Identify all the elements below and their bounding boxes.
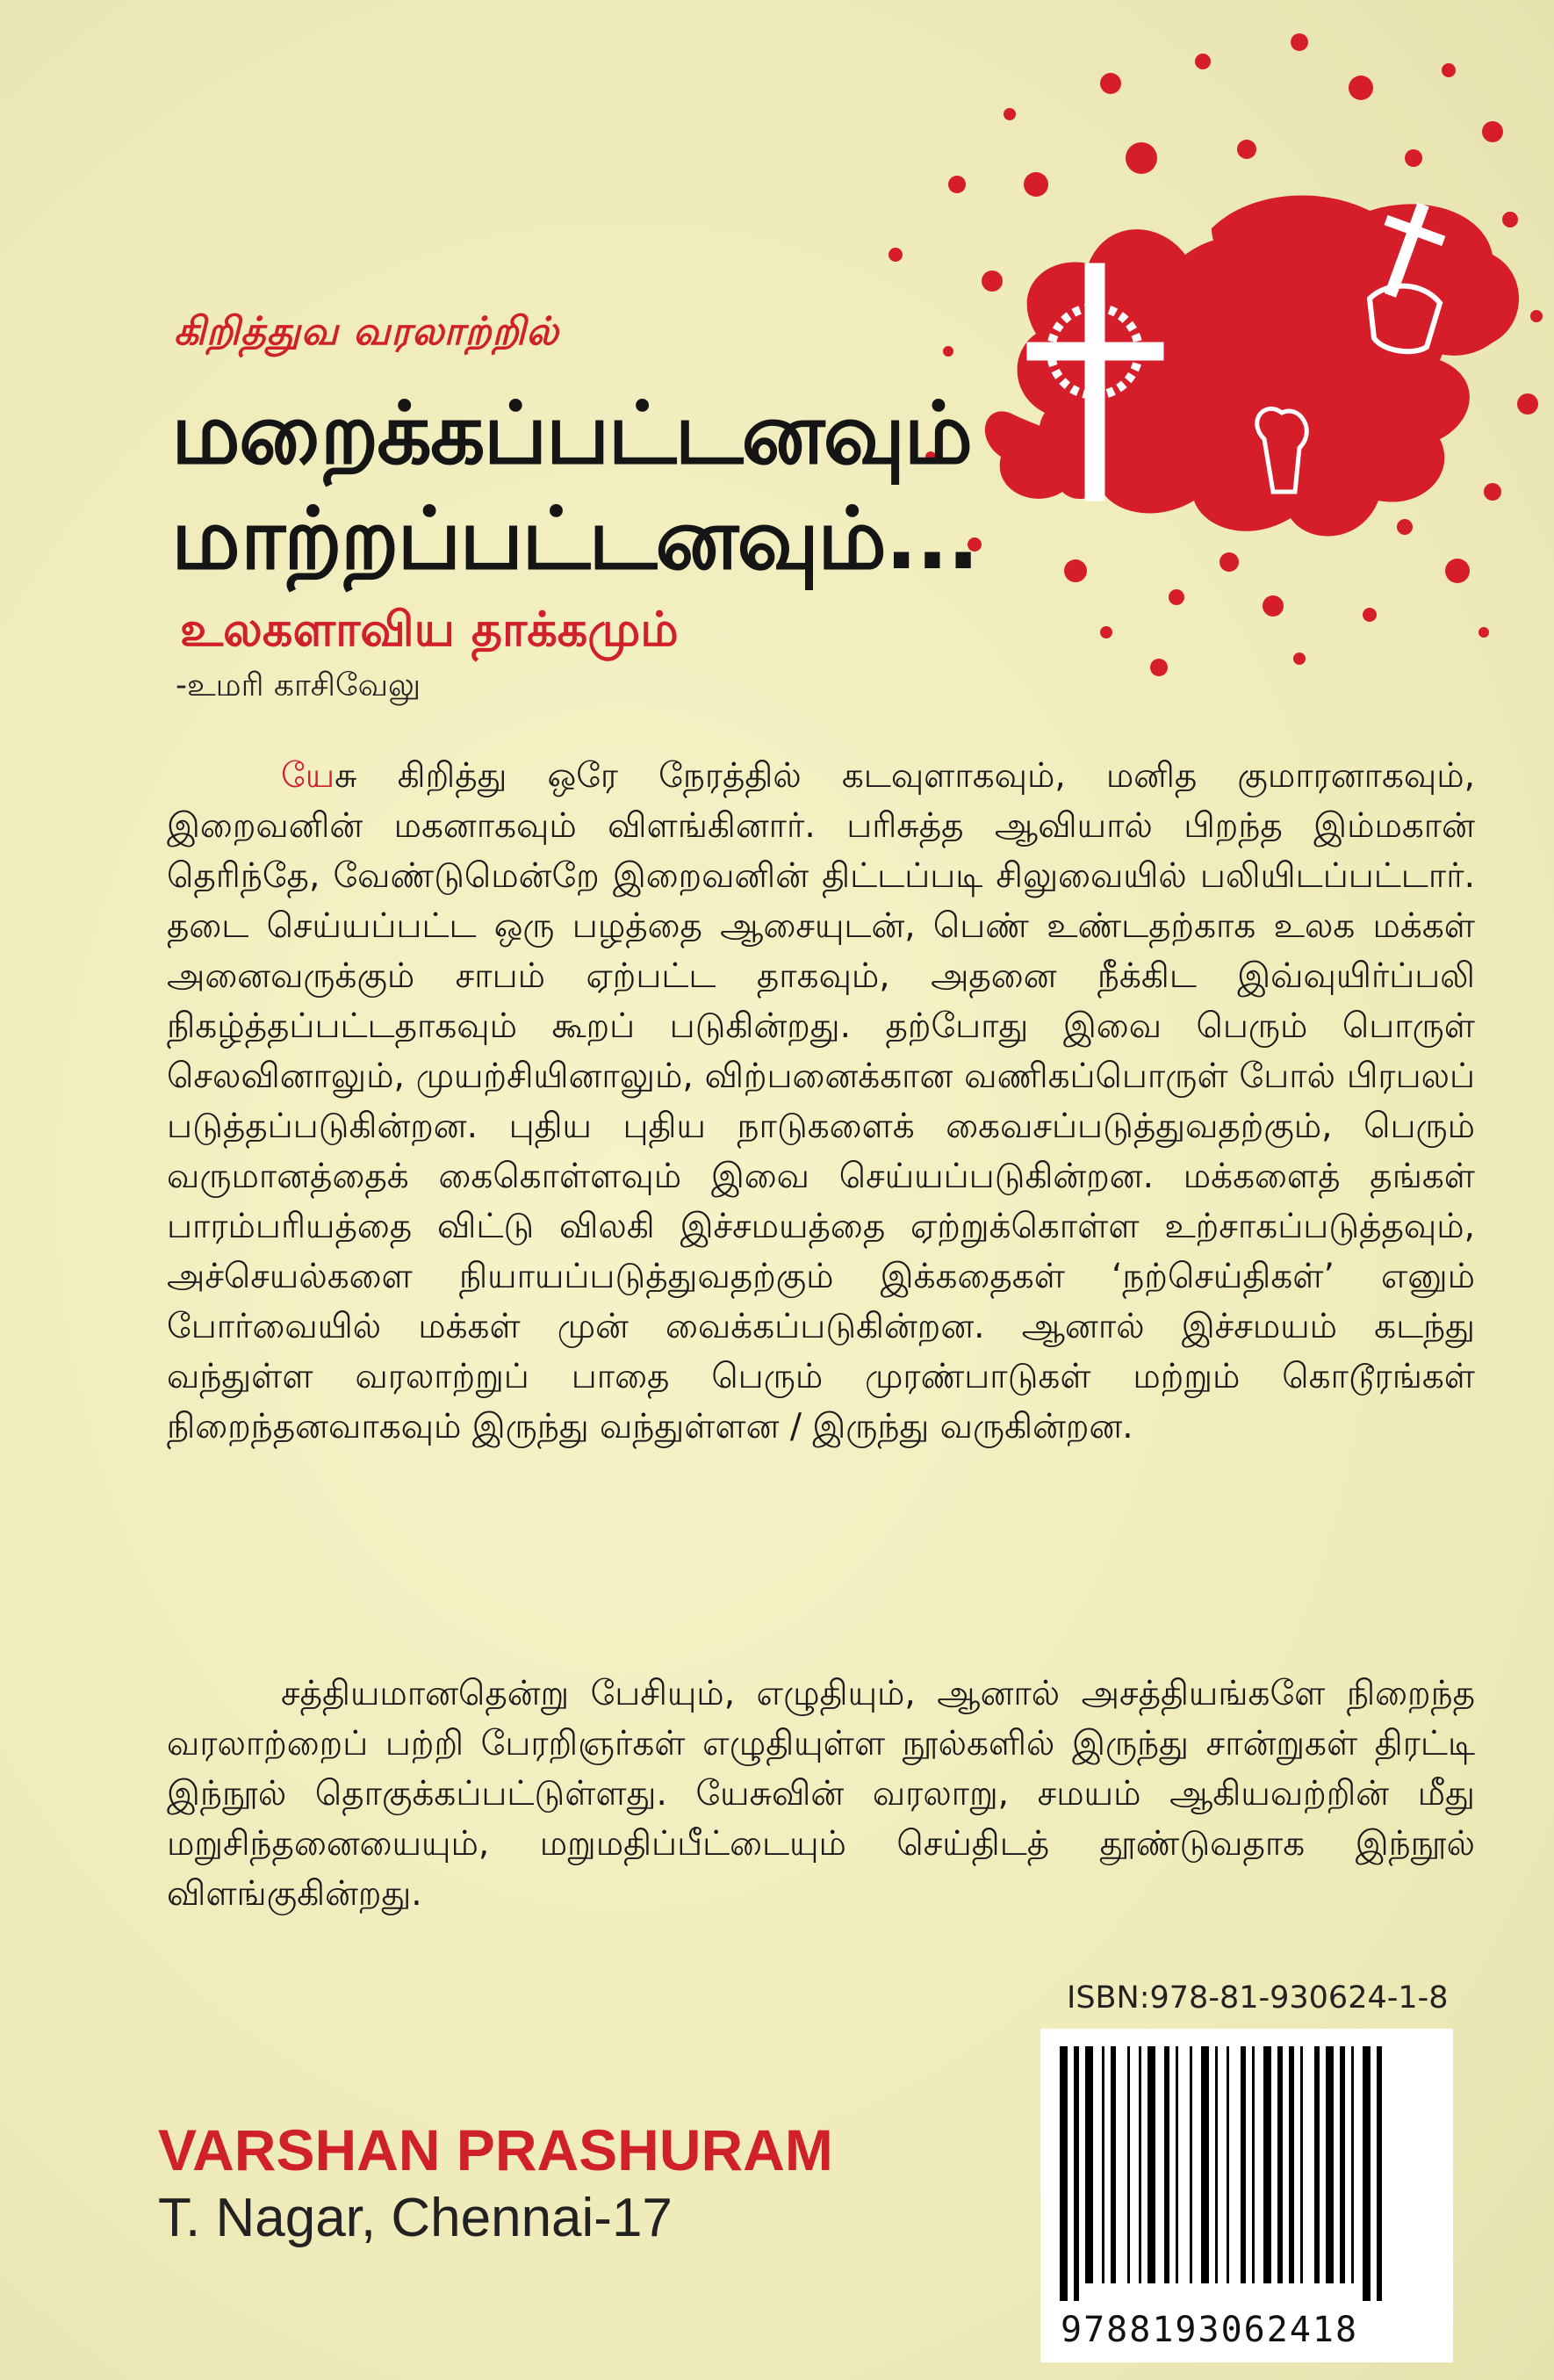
barcode-bar	[1164, 2046, 1169, 2283]
isbn-label: ISBN:978-81-930624-1-8	[1067, 1980, 1449, 2016]
barcode-bar	[1102, 2046, 1104, 2283]
barcode-number: 9788193062418	[1061, 2310, 1359, 2350]
barcode-bar	[1111, 2046, 1116, 2283]
barcode-bar	[1060, 2046, 1068, 2301]
blurb-paragraph-1	[167, 751, 1475, 1452]
barcode-bar	[1363, 2046, 1371, 2301]
barcode-bar	[1148, 2046, 1155, 2283]
barcode-bar	[1241, 2046, 1246, 2283]
blurb-paragraph-2: சத்தியமானதென்று பேசியும், எழுதியும், ஆனால் அசத்தியங்களே நிறைந்த வரலாற்றைப் பற்றி பேரறிஞர்கள் எழுதியுள்ள நூல்களில் இருந்து சான்றுகள் திரட்டி இந்நூல் தொகுக்கப்பட்டுள்ளது. யேசுவின் வரலாறு, சமயம் ஆகியவற்றின் மீது மறுசிந்தனையையும், மறுமதிப்பீட்டையும் செய்திடத் தூண்டுவதாக இந்நூல் விளங்குகின்றது.	[167, 1674, 1475, 1914]
book-subtitle: உலகளாவிய தாக்கமும்	[180, 602, 679, 657]
barcode-bar	[1252, 2046, 1255, 2283]
barcode-bar	[1127, 2046, 1130, 2283]
author-name: -உமரி காசிவேலு	[176, 667, 421, 703]
barcode-bar	[1085, 2046, 1093, 2283]
barcode-bar	[1201, 2046, 1209, 2283]
barcode-bar	[1263, 2046, 1271, 2283]
publisher-address: T. Nagar, Chennai-17	[158, 2188, 673, 2248]
barcode-bar	[1277, 2046, 1283, 2283]
blurb-dropcap: யே	[281, 756, 335, 796]
series-label: கிறித்துவ வரலாற்றில்	[174, 309, 559, 354]
blurb-paragraph-1-text: சு கிறித்து ஒரே நேரத்தில் கடவுளாகவும், மனித குமாரனாகவும், இறைவனின் மகனாகவும் விளங்கினார். பரிசுத்த ஆவியால் பிறந்த இம்மகான் தெரிந்தே, வேண்டுமென்றே இறைவனின் திட்டப்படி சிலுவையில் பலியிடப்பட்டார். தடை செய்யப்பட்ட ஒரு பழத்தை ஆசையுடன், பெண் உண்டதற்காக உலக மக்கள் அனைவருக்கும் சாபம் ஏற்பட்ட தாகவும், அதனை நீக்கிட இவ்வுயிர்ப்பலி நிகழ்த்தப்பட்டதாகவும் கூறப் படுகின்றது. தற்போது இவை பெரும் பொருள் செலவினாலும், முயற்சியினாலும், விற்பனைக்கான வணிகப்பொருள் போல் பிரபலப் படுத்தப்படுகின்றன. புதிய புதிய நாடுகளைக் கைவசப்படுத்துவதற்கும், பெரும் வருமானத்தைக் கைகொள்ளவும் இவை செய்யப்படுகின்றன. மக்களைத் தங்கள் பாரம்பரியத்தை விட்டு விலகி இச்சமயத்தை ஏற்றுக்கொள்ள உற்சாகப்படுத்தவும், அச்செயல்களை நியாயப்படுத்துவதற்கும் இக்கதைகள் ‘நற்செய்திகள்’ எனும் போர்வையில் மக்கள் முன் வைக்கப்படுகின்றன. ஆனால் இச்சமயம் கடந்து வந்துள்ள வரலாற்றுப் பாதை பெரும் முரண்பாடுகள் மற்றும் கொடூரங்கள் நிறைந்தனவாகவும் இருந்து வந்துள்ளன / இருந்து வருகின்றன.	[167, 756, 1475, 1446]
barcode-bar	[1215, 2046, 1218, 2283]
barcode-bar	[1314, 2046, 1320, 2283]
publisher-name: VARSHAN PRASHURAM	[158, 2117, 833, 2182]
book-title-line-1: மறைக்கப்பட்டனவும்	[171, 384, 972, 484]
barcode-bar	[1340, 2046, 1345, 2283]
barcode-bars	[1040, 2029, 1453, 2301]
barcode-bar	[1351, 2046, 1354, 2283]
barcode-bar	[1190, 2046, 1192, 2283]
barcode-bar	[1074, 2046, 1079, 2301]
barcode-bar	[1227, 2046, 1229, 2283]
book-title-line-2: மாற்றப்பட்டனவும்...	[171, 489, 978, 589]
barcode-bar	[1289, 2046, 1294, 2283]
barcode-bar	[1176, 2046, 1178, 2283]
barcode-bar	[1300, 2046, 1303, 2283]
barcode-bar	[1139, 2046, 1141, 2283]
barcode-bar	[1326, 2046, 1334, 2283]
barcode-bar	[1377, 2046, 1382, 2301]
